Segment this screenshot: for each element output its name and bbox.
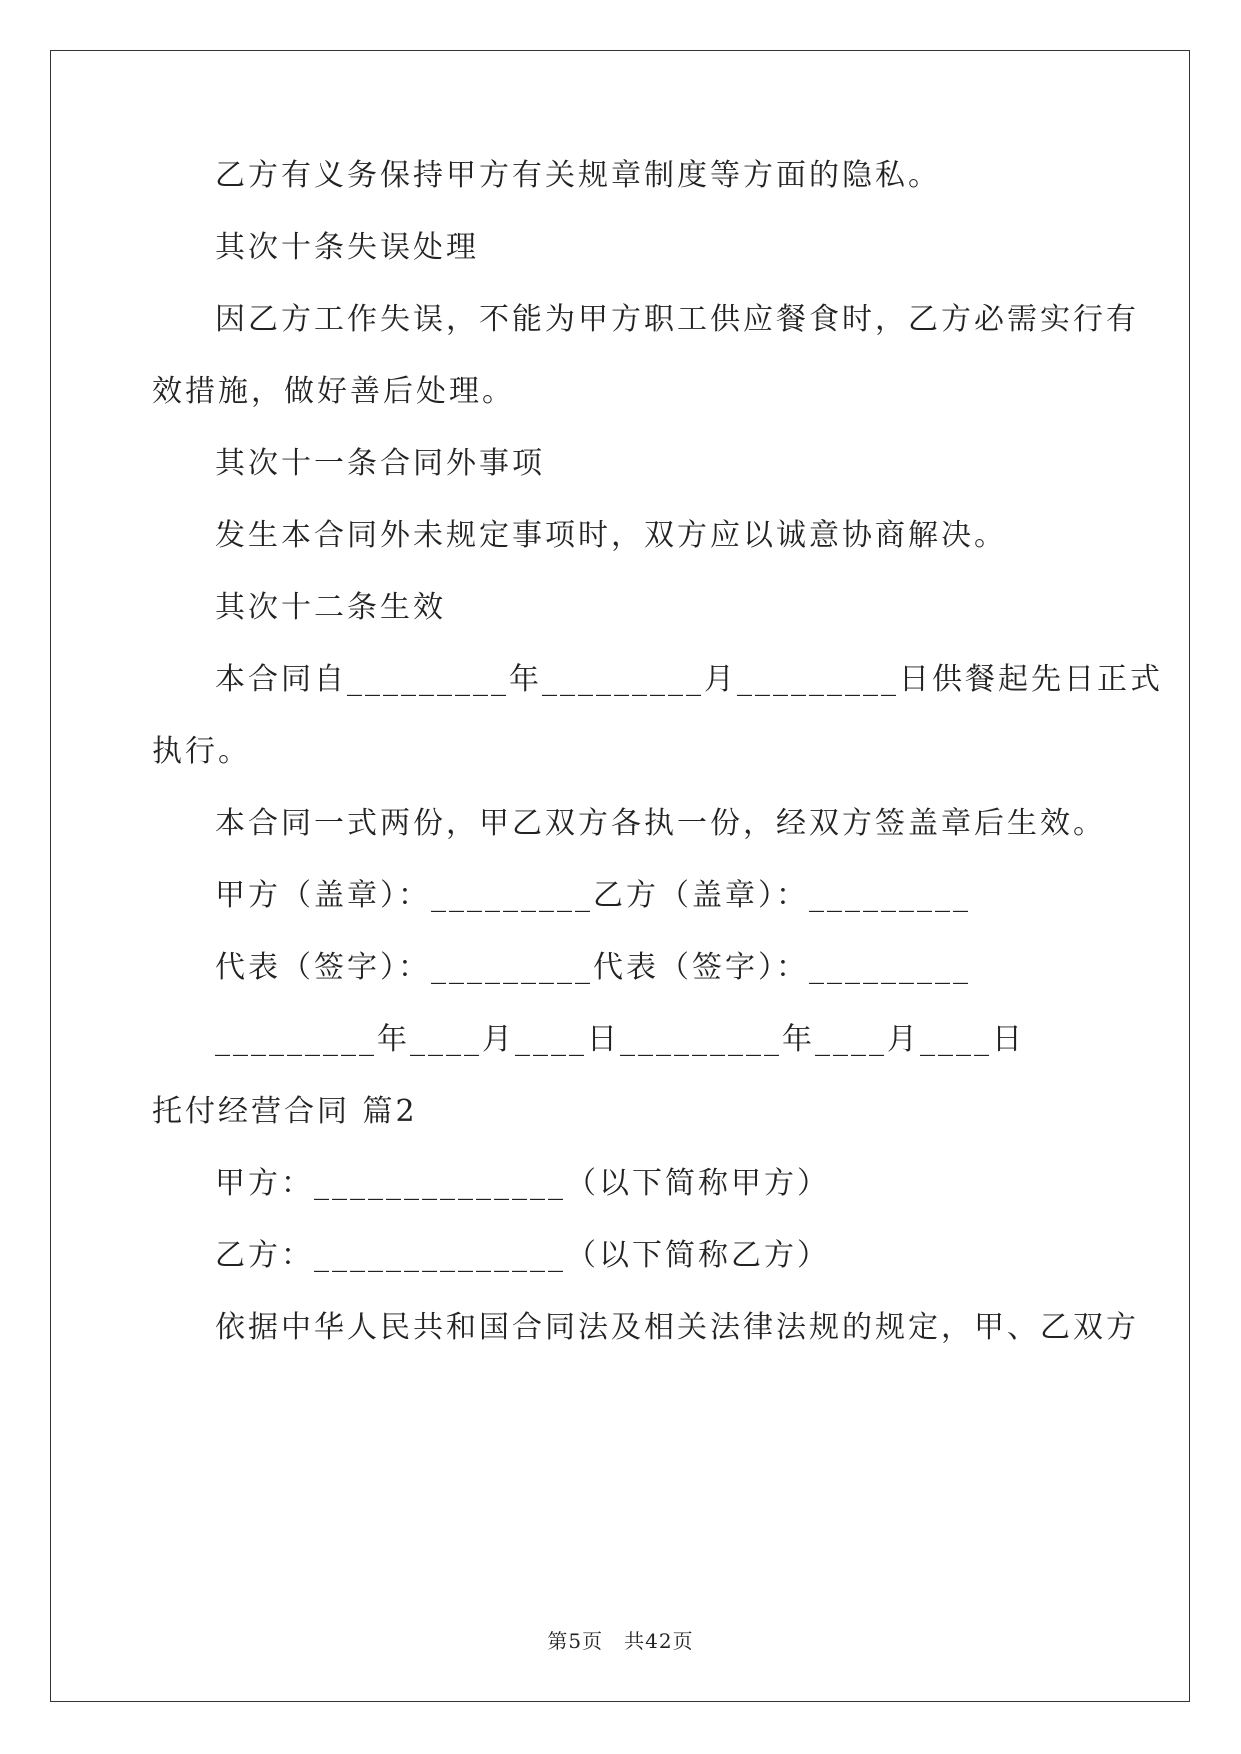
article-20-heading: 其次十条失误处理 <box>215 230 479 265</box>
paragraph-effective-date-line1: 本合同自_________年_________月_________日供餐起先日正式 <box>215 662 1163 697</box>
paragraph-privacy: 乙方有义务保持甲方有关规章制度等方面的隐私。 <box>215 158 941 193</box>
paragraph-error-handling-line1: 因乙方工作失误，不能为甲方职工供应餐食时，乙方必需实行有 <box>215 302 1139 337</box>
signature-representative-line: 代表（签字）：_________代表（签字）：_________ <box>215 950 971 985</box>
party-a-line: 甲方：______________（以下简称甲方） <box>215 1166 830 1201</box>
article-22-heading: 其次十二条生效 <box>215 590 446 625</box>
signature-date-line: _________年____月____日_________年____月____日 <box>215 1022 1025 1057</box>
article-21-heading: 其次十一条合同外事项 <box>215 446 545 481</box>
paragraph-effective-date-line2: 执行。 <box>152 734 251 769</box>
signature-seal-line: 甲方（盖章）：_________乙方（盖章）：_________ <box>215 878 971 913</box>
paragraph-error-handling-line2: 效措施，做好善后处理。 <box>152 374 515 409</box>
paragraph-legal-basis: 依据中华人民共和国合同法及相关法律法规的规定，甲、乙双方 <box>215 1310 1139 1345</box>
page-number-footer: 第5页 共42页 <box>547 1629 694 1653</box>
section-title-contract-2: 托付经营合同 篇2 <box>152 1094 418 1129</box>
paragraph-copies: 本合同一式两份，甲乙双方各执一份，经双方签盖章后生效。 <box>215 806 1106 841</box>
party-b-line: 乙方：______________（以下简称乙方） <box>215 1238 830 1273</box>
paragraph-unspecified-matters: 发生本合同外未规定事项时，双方应以诚意协商解决。 <box>215 518 1007 553</box>
